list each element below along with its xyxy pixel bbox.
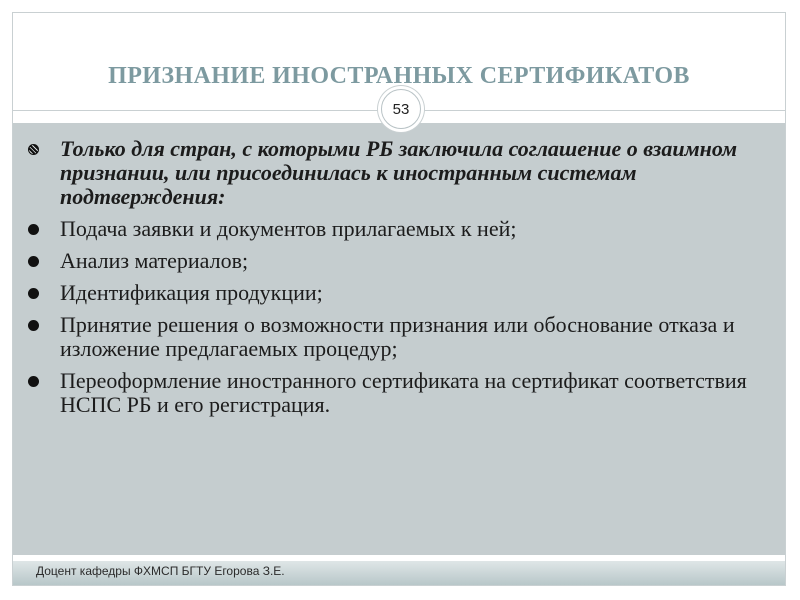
filled-circle-icon [28, 288, 39, 299]
footer-author: Доцент кафедры ФХМСП БГТУ Егорова З.Е. [36, 564, 285, 578]
list-item [24, 217, 764, 241]
list-item-text: Подача заявки и документов прилагаемых к ней; [60, 216, 517, 241]
list-item-text: Идентификация продукции; [60, 280, 323, 305]
page-number-badge [381, 89, 421, 129]
list-item [24, 369, 764, 417]
bullet-list [24, 137, 764, 425]
list-item [24, 313, 764, 361]
list-item-text: Анализ материалов; [60, 248, 249, 273]
list-item [24, 281, 764, 305]
page-number: 53 [392, 100, 410, 118]
filled-circle-icon [28, 256, 39, 267]
list-item [24, 249, 764, 273]
list-item [24, 137, 764, 209]
filled-circle-icon [28, 224, 39, 235]
filled-circle-icon [28, 320, 39, 331]
list-item-text: Только для стран, с которыми РБ заключила соглашение о взаимном признании, или присоединилась к иностранным системам подтверждения: [60, 136, 738, 209]
slide-title: ПРИЗНАНИЕ ИНОСТРАННЫХ СЕРТИФИКАТОВ [108, 63, 690, 89]
hatched-circle-icon [28, 144, 39, 155]
list-item-text: Принятие решения о возможности признания или обоснование отказа и изложение предлагаемых процедур; [60, 312, 735, 361]
list-item-text: Переоформление иностранного сертификата на сертификат соответствия НСПС РБ и его регистрация. [60, 368, 747, 417]
filled-circle-icon [28, 376, 39, 387]
